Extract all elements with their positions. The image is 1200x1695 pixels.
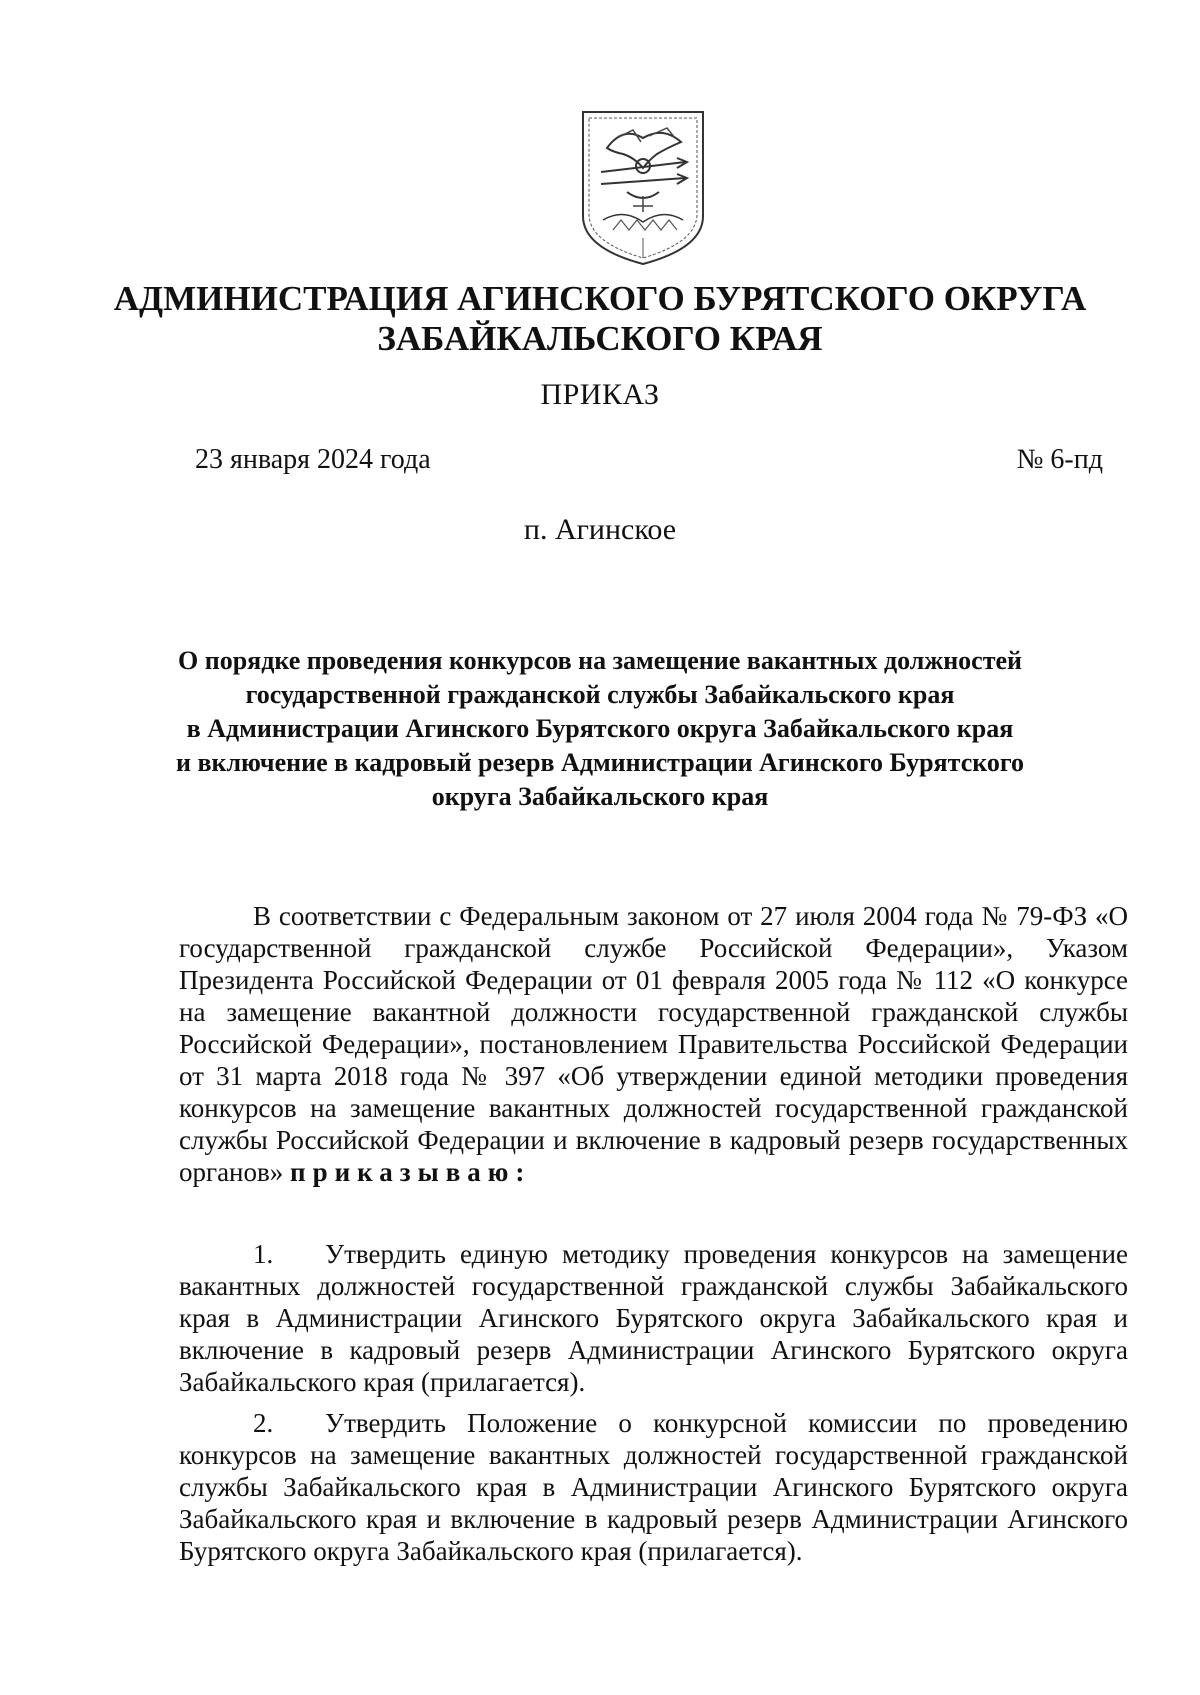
order-item-paragraph — [179, 1238, 1128, 1398]
item-number: 1. — [253, 1239, 274, 1269]
preamble-text: В соответствии с Федеральным законом от 27 июля 2004 года № 79-ФЗ «О государственной гражданской службе Российской Федерации», Указом Президента Российской Федерации от 01 февраля 2005 года № 112 «О конкурсе на замещение вакантной должности государственной гражданской службы Российской Федерации», постановлением Правительства Российской Федерации от 31 марта 2018 года № 397 «Об утверждении единой методики проведения конкурсов на замещение вакантных должностей государственной гражданской службы Российской Федерации и включение в кадровый резерв государственных органов» — [179, 901, 1128, 1187]
title-line: О порядке проведения конкурсов на замещение вакантных должностей — [177, 646, 1023, 675]
item-text: Утвердить Положение о конкурсной комиссии по проведению конкурсов на замещение вакантных должностей государственной гражданской службы Забайкальского края в Администрации Агинского Бурятского округа Забайкальского края и включение в кадровый резерв Администрации Агинского Бурятского округа Забайкальского края (прилагается). — [179, 1408, 1128, 1566]
document-type: ПРИКАЗ — [540, 378, 660, 411]
coat-of-arms-icon — [577, 108, 709, 268]
order-item-paragraph — [179, 1407, 1128, 1567]
title-line: и включение в кадровый резерв Администрации Агинского Бурятского — [175, 748, 1025, 777]
order-item-1 — [179, 1238, 1128, 1398]
order-word: приказываю: — [290, 1157, 532, 1187]
document-number: № 6-пд — [1016, 444, 1103, 475]
agency-name-line1: АДМИНИСТРАЦИЯ АГИНСКОГО БУРЯТСКОГО ОКРУГА — [113, 279, 1087, 318]
document-title — [150, 644, 1050, 814]
document-place: п. Агинское — [523, 513, 677, 546]
title-line: государственной гражданской службы Забайкальского края — [245, 680, 955, 709]
item-text: Утвердить единую методику проведения конкурсов на замещение вакантных должностей государственной гражданской службы Забайкальского края в Администрации Агинского Бурятского округа Забайкальского края и включение в кадровый резерв Администрации Агинского Бурятского округа Забайкальского края (прилагается). — [179, 1239, 1128, 1397]
agency-name-line2: ЗАБАЙКАЛЬСКОГО КРАЯ — [377, 319, 823, 358]
item-number: 2. — [253, 1408, 274, 1438]
title-line: в Администрации Агинского Бурятского округа Забайкальского края — [186, 714, 1014, 743]
order-item-2 — [179, 1407, 1128, 1567]
title-line: округа Забайкальского края — [431, 782, 769, 811]
preamble-paragraph — [179, 900, 1128, 1188]
preamble-block — [179, 900, 1128, 1188]
document-date: 23 января 2024 года — [195, 444, 431, 475]
